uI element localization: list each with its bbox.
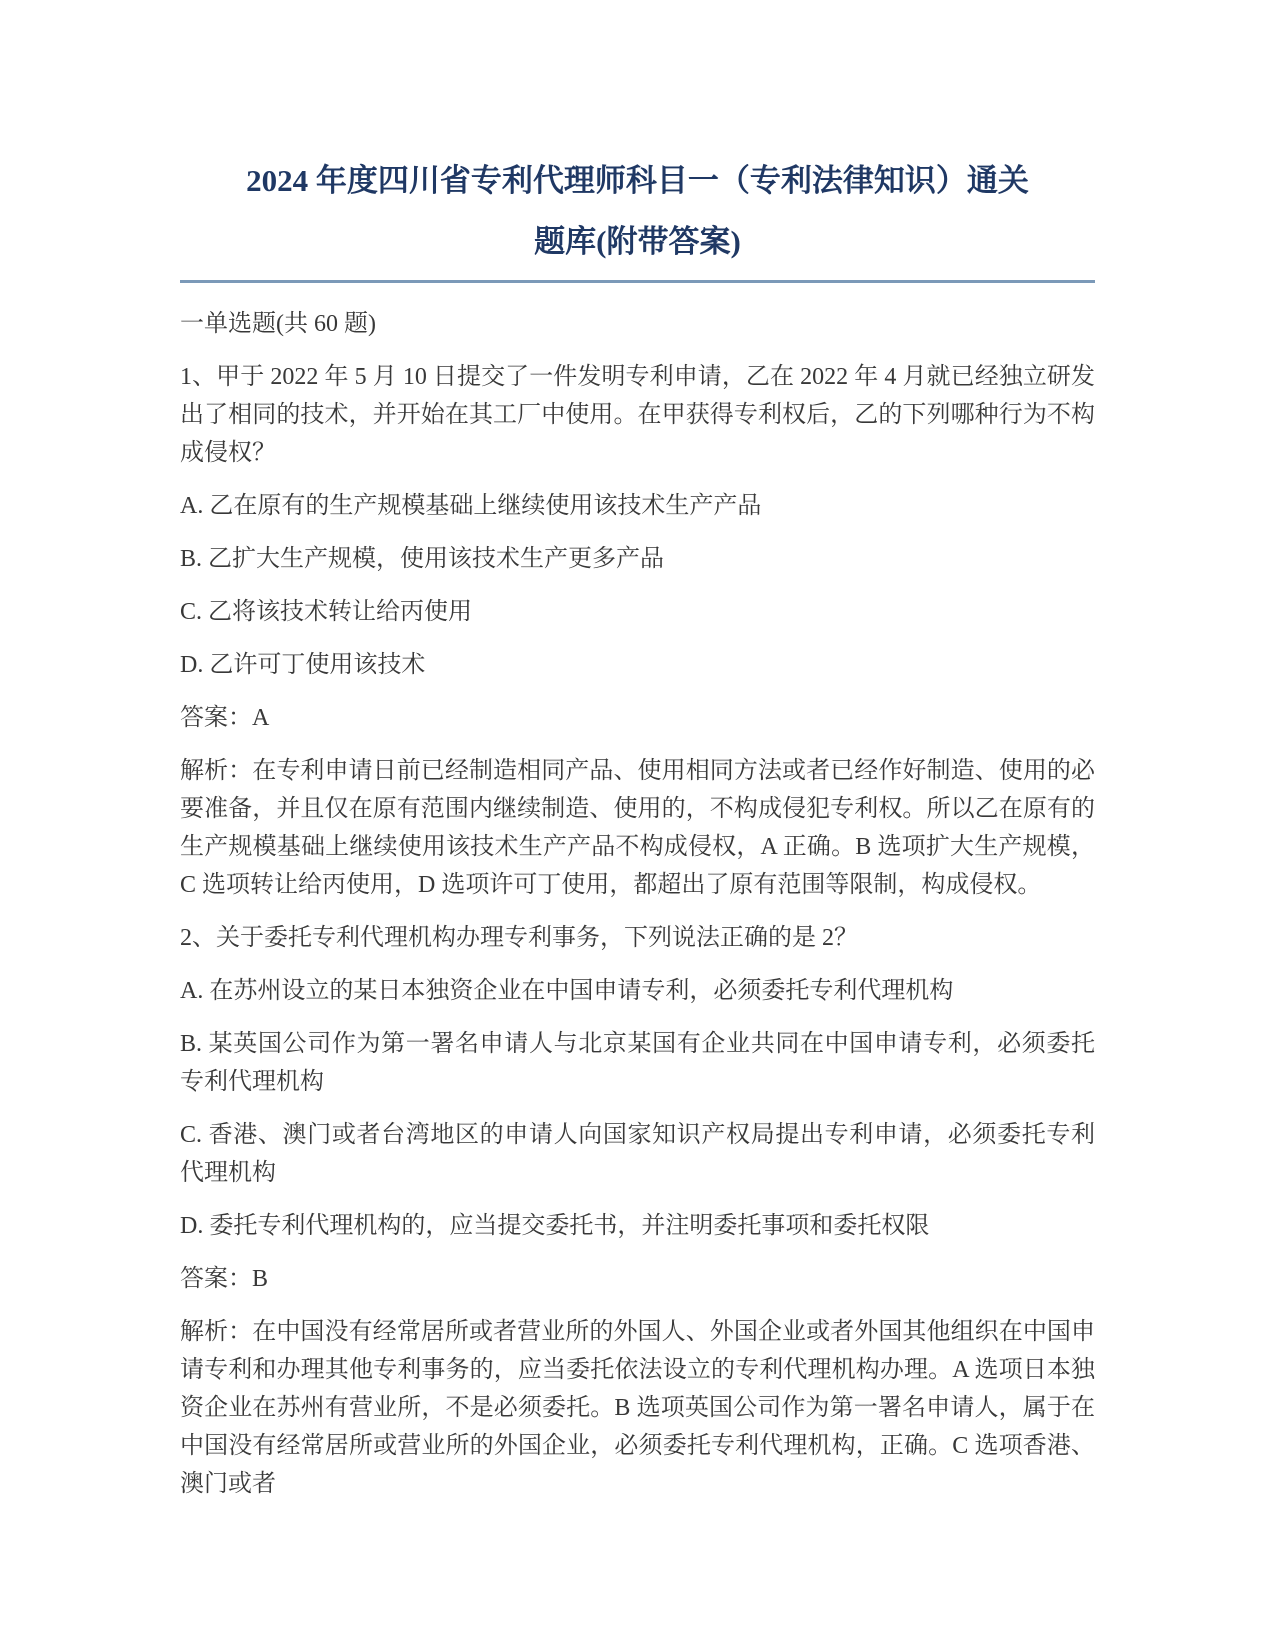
question-2-option-c: C. 香港、澳门或者台湾地区的申请人向国家知识产权局提出专利申请，必须委托专利代理机构: [180, 1122, 1095, 1186]
question-block-2: [180, 919, 1095, 1503]
question-1-option-d: D. 乙许可丁使用该技术: [180, 652, 426, 678]
title-divider: [180, 280, 1095, 283]
document-title-line-2: 题库(附带答案): [534, 224, 741, 259]
question-block-1: [180, 358, 1095, 904]
question-2-stem: 2、关于委托专利代理机构办理专利事务，下列说法正确的是 2？: [180, 925, 858, 951]
question-2-option-b: B. 某英国公司作为第一署名申请人与北京某国有企业共同在中国申请专利，必须委托专利代理机构: [180, 1031, 1095, 1095]
question-2-answer: 答案：B: [180, 1266, 269, 1292]
document-body: [180, 305, 1095, 1503]
question-1-answer: 答案：A: [180, 705, 270, 731]
document-title-line-1: 2024 年度四川省专利代理师科目一（专利法律知识）通关: [246, 163, 1029, 198]
question-1-analysis: 解析：在专利申请日前已经制造相同产品、使用相同方法或者已经作好制造、使用的必要准备，并且仅在原有范围内继续制造、使用的，不构成侵犯专利权。所以乙在原有的生产规模基础上继续使用该技术生产产品不构成侵权，A 正确。B 选项扩大生产规模，C 选项转让给丙使用，D 选项许可丁使用，都超出了原有范围等限制，构成侵权。: [180, 758, 1095, 898]
document-title: [180, 150, 1095, 272]
question-2-option-d: D. 委托专利代理机构的，应当提交委托书，并注明委托事项和委托权限: [180, 1213, 930, 1239]
question-2-analysis: 解析：在中国没有经常居所或者营业所的外国人、外国企业或者外国其他组织在中国申请专利和办理其他专利事务的，应当委托依法设立的专利代理机构办理。A 选项日本独资企业在苏州有营业所，不是必须委托。B 选项英国公司作为第一署名申请人，属于在中国没有经常居所或营业所的外国企业，必须委托专利代理机构，正确。C 选项香港、澳门或者: [180, 1319, 1095, 1497]
question-1-option-c: C. 乙将该技术转让给丙使用: [180, 599, 473, 625]
question-1-option-a: A. 乙在原有的生产规模基础上继续使用该技术生产产品: [180, 493, 762, 519]
section-heading: 一单选题(共 60 题): [180, 311, 376, 337]
question-2-option-a: A. 在苏州设立的某日本独资企业在中国申请专利，必须委托专利代理机构: [180, 978, 954, 1004]
question-1-stem: 1、甲于 2022 年 5 月 10 日提交了一件发明专利申请，乙在 2022 年 4 月就已经独立研发出了相同的技术，并开始在其工厂中使用。在甲获得专利权后，乙的下列哪种行为不构成侵权？: [180, 364, 1095, 466]
question-1-option-b: B. 乙扩大生产规模，使用该技术生产更多产品: [180, 546, 665, 572]
